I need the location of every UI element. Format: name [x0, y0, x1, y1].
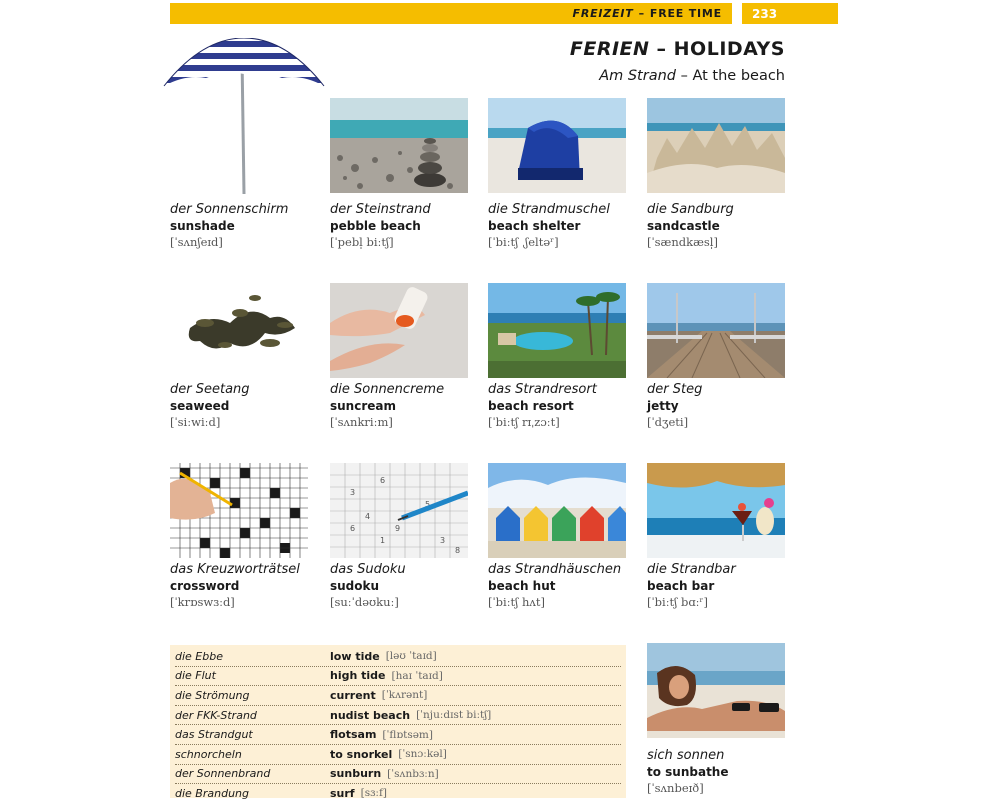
word-en: crossword: [170, 579, 240, 593]
row-en: high tide: [330, 669, 386, 683]
word-de: das Sudoku: [330, 562, 406, 577]
vocab-word: [647, 748, 807, 797]
vocab-card: [647, 463, 787, 609]
page-subtitle: [570, 68, 785, 84]
row-de: schnorcheln: [175, 747, 242, 761]
svg-text:6: 6: [350, 524, 356, 533]
table-row: [175, 725, 621, 745]
row-ipa: [haɪ ˈtaɪd]: [391, 669, 443, 682]
word-ipa: [ˈsʌnbeɪð]: [647, 781, 704, 795]
row-de: die Brandung: [175, 786, 249, 800]
vocab-word: [330, 202, 490, 251]
vocab-card: [647, 98, 787, 249]
word-de: der Steinstrand: [330, 202, 431, 217]
svg-text:4: 4: [365, 512, 371, 521]
vocab-card: [170, 463, 310, 609]
word-de: der Sonnenschirm: [170, 202, 289, 217]
word-de: der Seetang: [170, 382, 250, 397]
vocab-word: [647, 202, 807, 251]
vocab-word: [330, 562, 490, 611]
beach-bar-image: [647, 463, 785, 558]
word-ipa: [ˈpebl̩ biːtʃ]: [330, 235, 394, 249]
word-de: die Strandmuschel: [488, 202, 610, 217]
svg-text:1: 1: [380, 536, 386, 545]
table-row: [175, 647, 621, 667]
word-ipa: [suːˈdəʊkuː]: [330, 595, 399, 609]
word-en: beach shelter: [488, 219, 581, 233]
vocab-card: [170, 283, 310, 429]
word-de: die Sandburg: [647, 202, 734, 217]
row-en: low tide: [330, 649, 380, 663]
word-en: jetty: [647, 399, 679, 413]
word-ipa: [ˈdʒeti]: [647, 415, 689, 429]
vocab-card: [330, 463, 470, 609]
vocab-word: [488, 562, 648, 611]
word-ipa: [ˈsʌnʃeɪd]: [170, 235, 223, 249]
page-subtitle-separator: –: [680, 68, 688, 84]
vocab-word: [170, 382, 330, 431]
vocab-card: [647, 283, 787, 429]
row-en: sunburn: [330, 767, 382, 781]
row-en: surf: [330, 786, 355, 800]
beach-hut-image: [488, 463, 626, 558]
word-de: das Strandhäuschen: [488, 562, 622, 577]
word-ipa: [ˈbiːtʃ bɑːʳ]: [647, 595, 709, 609]
word-de: sich sonnen: [647, 748, 725, 763]
page-title-de: FERIEN: [569, 38, 650, 60]
sandcastle-image: [647, 98, 785, 193]
row-ipa: [ˈsnɔːkəl]: [398, 748, 447, 761]
row-ipa: [ˈkʌrənt]: [381, 689, 428, 702]
word-en: sandcastle: [647, 219, 720, 233]
word-en: suncream: [330, 399, 396, 413]
row-en: to snorkel: [330, 747, 393, 761]
word-en: [647, 764, 807, 780]
row-de: die Ebbe: [175, 649, 223, 663]
crossword-image: [170, 463, 308, 558]
word-ipa: [ˈbiːtʃ ˌʃeltəʳ]: [488, 235, 559, 249]
beach-shelter-image: [488, 98, 626, 193]
svg-text:8: 8: [455, 546, 461, 555]
section-header-bar: [170, 3, 732, 24]
row-en: current: [330, 688, 376, 702]
word-de: das Kreuzworträtsel: [170, 562, 300, 577]
row-ipa: [ˈnjuːdɪst biːtʃ]: [416, 709, 492, 722]
page-heading: [570, 38, 785, 84]
sunbathe-image: [647, 643, 785, 738]
row-en: flotsam: [330, 728, 377, 742]
vocab-card: [330, 283, 470, 429]
row-ipa: [ˈflɒtsəm]: [382, 728, 433, 741]
jetty-image: [647, 283, 785, 378]
word-en-text: to sunbathe: [647, 765, 729, 779]
section-title-en: FREE TIME: [649, 7, 722, 20]
vocab-card: [330, 98, 470, 249]
beach-resort-image: [488, 283, 626, 378]
word-ipa: [ˈsʌnkriːm]: [330, 415, 393, 429]
table-row: [175, 667, 621, 687]
section-title-de: FREIZEIT: [572, 7, 634, 20]
word-en: pebble beach: [330, 219, 421, 233]
vocab-table: [170, 645, 626, 798]
page-title-en: HOLIDAYS: [673, 38, 785, 60]
word-en: beach bar: [647, 579, 715, 593]
word-en: seaweed: [170, 399, 230, 413]
table-row: [175, 745, 621, 765]
page-title: [570, 38, 785, 60]
word-de: die Sonnencreme: [330, 382, 445, 397]
row-de: die Strömung: [175, 688, 250, 702]
page-title-separator: –: [656, 38, 667, 60]
vocab-card: [647, 643, 787, 795]
svg-text:3: 3: [440, 536, 446, 545]
vocab-word: [647, 382, 807, 431]
sudoku-image: [330, 463, 468, 558]
vocab-word: [488, 202, 648, 251]
word-en: sudoku: [330, 579, 380, 593]
svg-text:3: 3: [350, 488, 356, 497]
row-ipa: [ləʊ ˈtaɪd]: [385, 650, 437, 663]
svg-text:9: 9: [395, 524, 401, 533]
vocab-word: [170, 562, 330, 611]
section-separator: –: [638, 7, 645, 20]
row-de: die Flut: [175, 669, 216, 683]
word-ipa: [ˈbiːtʃ rɪˌzɔːt]: [488, 415, 560, 429]
word-ipa: [ˈsændkæsl̩]: [647, 235, 718, 249]
table-row: [175, 765, 621, 785]
word-de: das Strandresort: [488, 382, 597, 397]
vocab-word: [170, 202, 330, 251]
word-ipa: [ˈbiːtʃ hʌt]: [488, 595, 545, 609]
table-row: [175, 686, 621, 706]
word-de: der Steg: [647, 382, 703, 397]
page-number: 233: [742, 3, 838, 24]
word-ipa: [ˈsiːwiːd]: [170, 415, 221, 429]
word-en: beach resort: [488, 399, 574, 413]
sunshade-image: [162, 38, 327, 198]
vocab-word: [647, 562, 807, 611]
vocab-card: [488, 98, 628, 249]
row-de: der FKK-Strand: [175, 708, 257, 722]
word-en: beach hut: [488, 579, 556, 593]
word-ipa: [ˈkrɒswɜːd]: [170, 595, 235, 609]
pebble-beach-image: [330, 98, 468, 193]
vocab-card: [488, 283, 628, 429]
page-subtitle-de: Am Strand: [599, 68, 676, 84]
vocab-word: [330, 382, 490, 431]
row-ipa: [ˈsʌnbɜːn]: [387, 767, 439, 780]
row-en: nudist beach: [330, 708, 411, 722]
word-de: die Strandbar: [647, 562, 736, 577]
svg-text:6: 6: [380, 476, 386, 485]
row-de: der Sonnenbrand: [175, 767, 271, 781]
table-row: [175, 706, 621, 726]
row-de: das Strandgut: [175, 728, 253, 742]
word-en: sunshade: [170, 219, 235, 233]
seaweed-image: [170, 283, 308, 378]
vocab-card: [488, 463, 628, 609]
suncream-image: [330, 283, 468, 378]
page-subtitle-en: At the beach: [692, 68, 785, 84]
row-ipa: [sɜːf]: [360, 787, 387, 800]
svg-text:5: 5: [425, 500, 431, 509]
vocab-word: [488, 382, 648, 431]
